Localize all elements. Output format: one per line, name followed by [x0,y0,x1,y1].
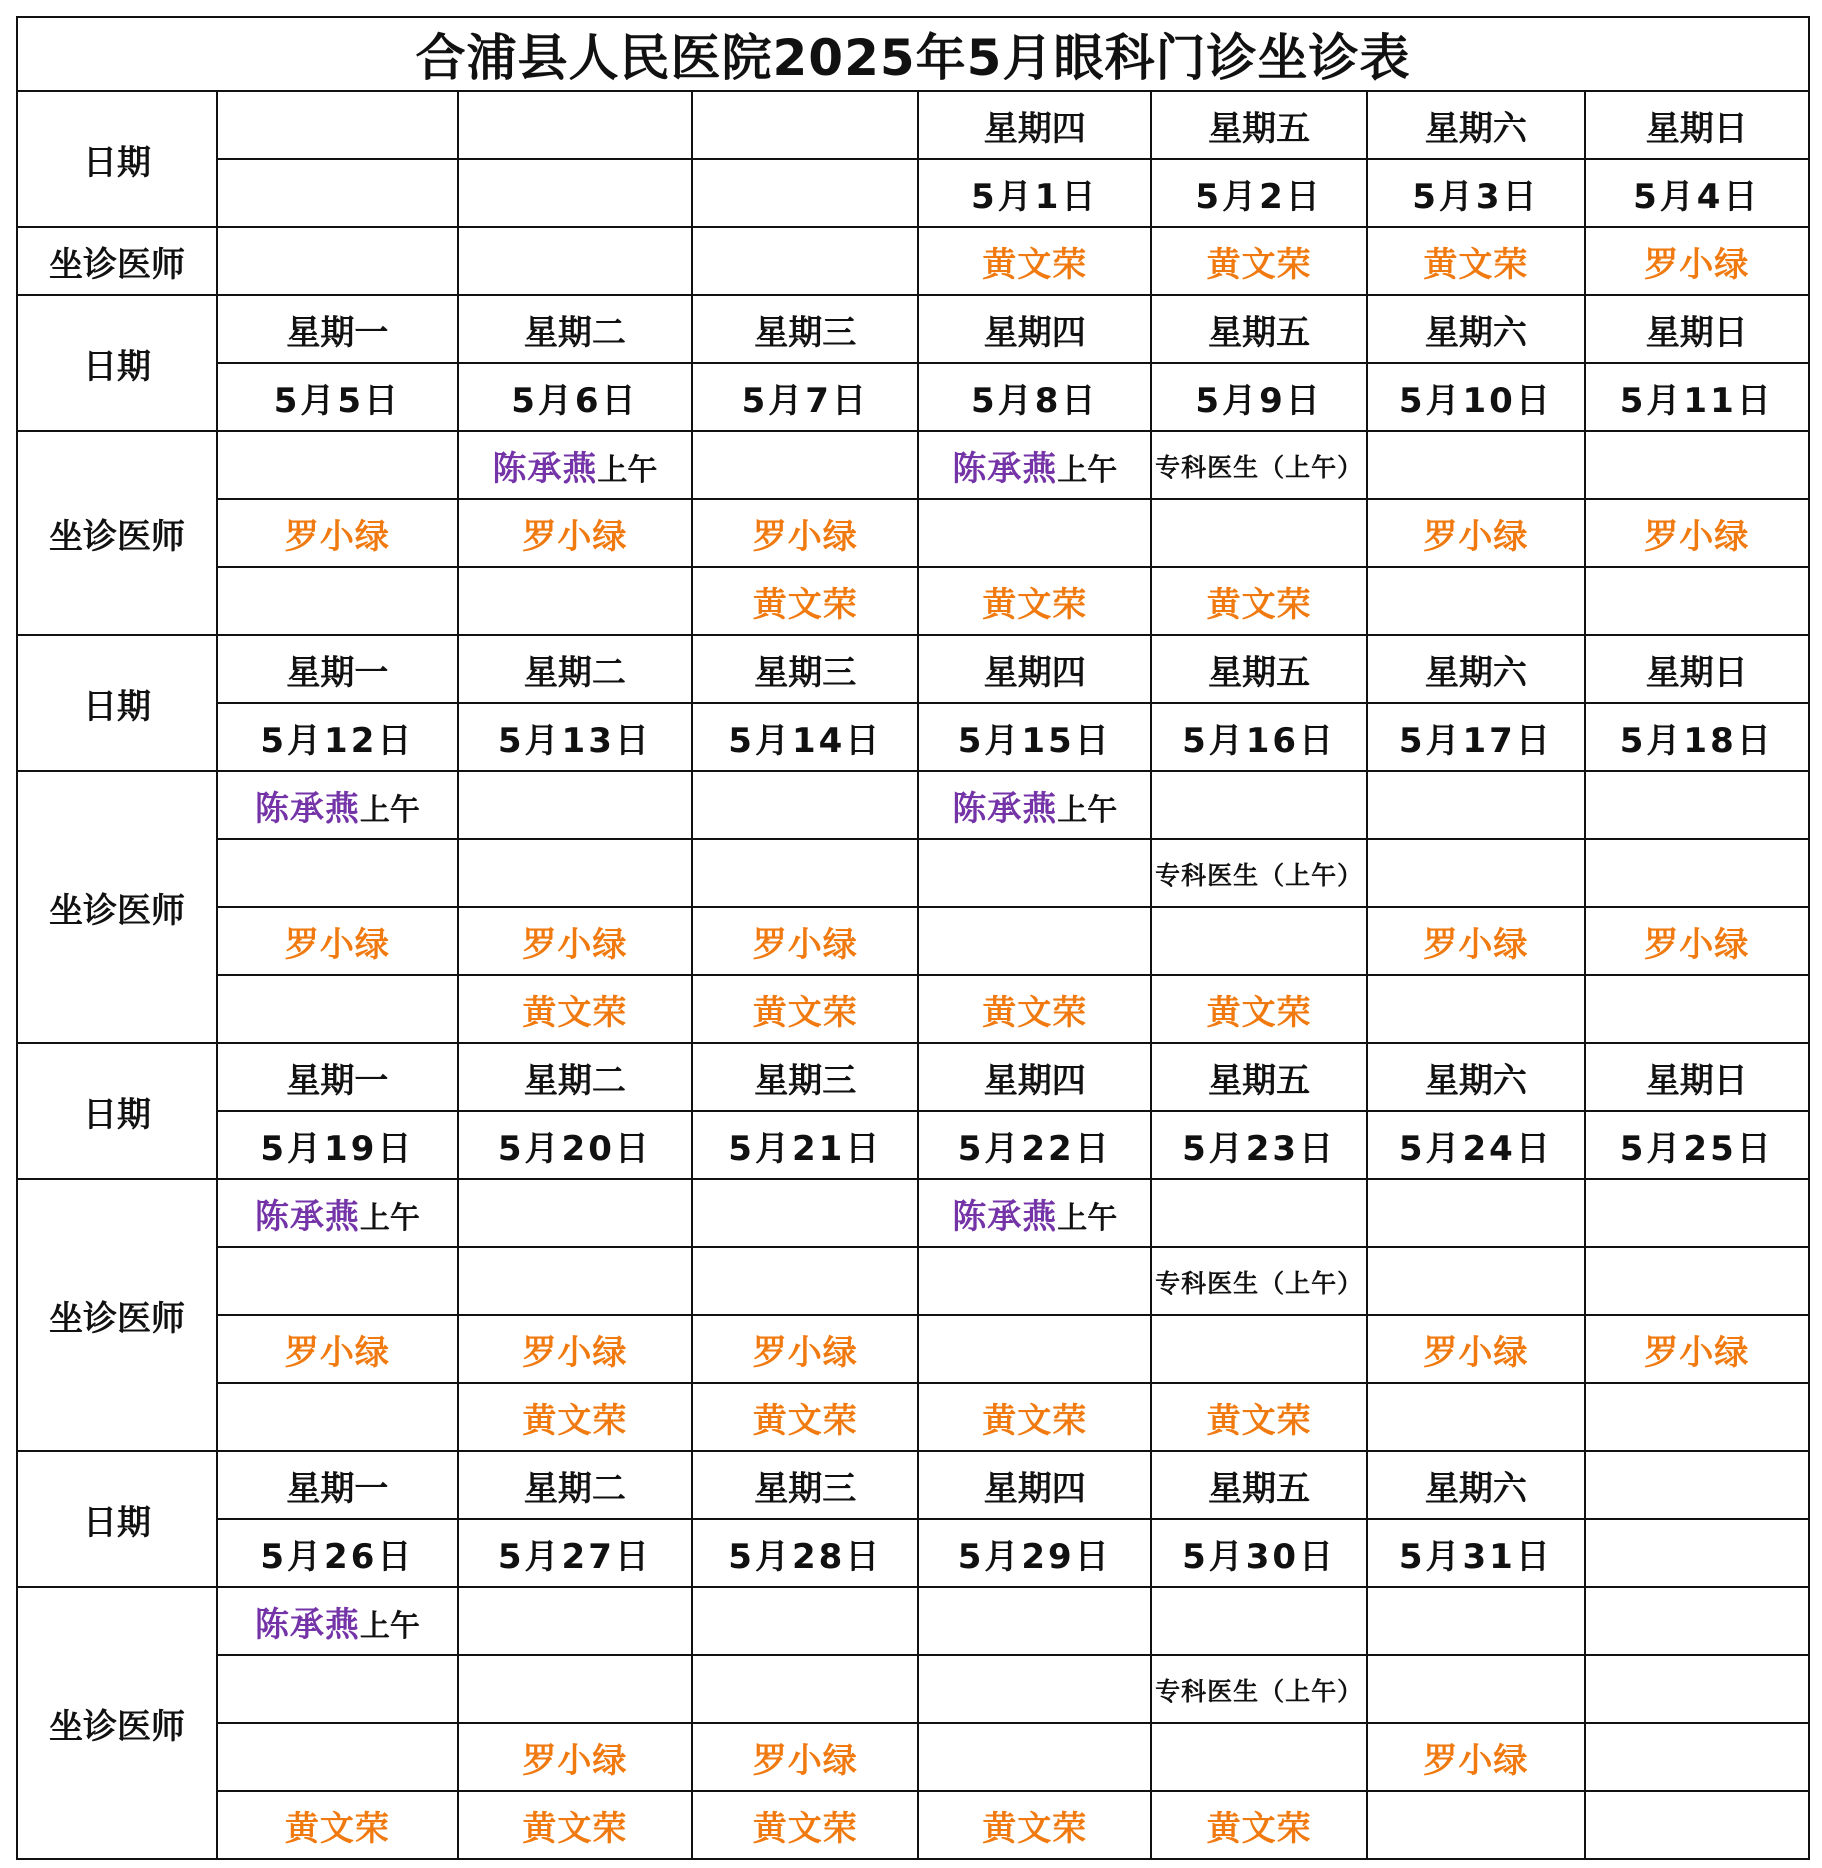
morning-label: 上午 [359,1200,420,1236]
doctor-name: 黄文荣 [1423,244,1529,285]
doctor-cell [692,1587,918,1655]
date-cell: 5月19日 [217,1111,458,1179]
date-cell: 5月20日 [458,1111,692,1179]
specialist-text: 专科医生（上午） [1155,453,1364,482]
doctor-name: 黄文荣 [1206,1808,1312,1849]
doctor-cell [692,227,918,295]
doctor-cell [458,1383,692,1451]
doctor-name: 黄文荣 [1206,992,1312,1033]
doctor-label: 坐诊医师 [17,1179,217,1451]
doctor-cell [1367,1723,1584,1791]
doctor-name: 黄文荣 [522,1808,628,1849]
weekday-cell: 星期三 [692,635,918,703]
week-5-doctor-row [17,1723,1809,1791]
doctor-cell [692,839,918,907]
doctor-cell [918,1383,1150,1451]
doctor-cell [1367,227,1584,295]
doctor-cell [458,431,692,499]
doctor-cell [692,1315,918,1383]
doctor-cell [217,771,458,839]
schedule-body [17,17,1809,1859]
date-cell [217,159,458,227]
weekday-cell: 星期六 [1367,1043,1584,1111]
doctor-cell [458,1247,692,1315]
date-cell: 5月15日 [918,703,1150,771]
doctor-cell [1367,975,1584,1043]
doctor-cell [458,1179,692,1247]
doctor-cell [1585,839,1810,907]
weekday-cell: 星期三 [692,295,918,363]
doctor-cell [918,839,1150,907]
doctor-name: 罗小绿 [752,924,858,965]
doctor-cell [1367,567,1584,635]
date-cell: 5月12日 [217,703,458,771]
doctor-cell [692,567,918,635]
week-4-weekday-row [17,1043,1809,1111]
weekday-cell: 星期二 [458,1451,692,1519]
title-row [17,17,1809,91]
doctor-name: 陈承燕 [254,1196,360,1237]
doctor-name: 罗小绿 [284,1332,390,1373]
doctor-cell [1151,1247,1367,1315]
doctor-cell [1151,1383,1367,1451]
week-3-doctor-row [17,907,1809,975]
doctor-name: 罗小绿 [1644,924,1750,965]
doctor-cell [217,499,458,567]
doctor-cell [1585,1315,1810,1383]
doctor-name: 黄文荣 [522,992,628,1033]
doctor-cell [918,567,1150,635]
date-cell: 5月13日 [458,703,692,771]
week-5-doctor-row [17,1587,1809,1655]
doctor-name: 黄文荣 [982,244,1088,285]
weekday-cell: 星期五 [1151,91,1367,159]
doctor-cell [1151,1723,1367,1791]
weekday-cell: 星期二 [458,1043,692,1111]
doctor-cell [458,1723,692,1791]
weekday-cell: 星期日 [1585,295,1810,363]
weekday-cell: 星期三 [692,1043,918,1111]
doctor-name: 黄文荣 [522,1400,628,1441]
weekday-cell [1585,1451,1810,1519]
specialist-text: 专科医生（上午） [1155,1677,1364,1706]
doctor-cell [1585,227,1810,295]
doctor-cell [692,1179,918,1247]
doctor-cell [458,907,692,975]
date-label: 日期 [17,295,217,431]
weekday-cell: 星期日 [1585,91,1810,159]
doctor-cell [458,1315,692,1383]
week-3-doctor-row [17,975,1809,1043]
doctor-cell [217,907,458,975]
date-cell: 5月1日 [918,159,1150,227]
doctor-cell [918,1247,1150,1315]
weekday-cell [458,91,692,159]
page-title: 合浦县人民医院2025年5月眼科门诊坐诊表 [17,17,1809,91]
doctor-cell [1151,839,1367,907]
date-cell: 5月31日 [1367,1519,1584,1587]
doctor-cell [918,771,1150,839]
date-cell [458,159,692,227]
weekday-cell: 星期四 [918,1451,1150,1519]
doctor-name: 陈承燕 [952,788,1058,829]
week-3-doctor-row [17,839,1809,907]
doctor-name: 陈承燕 [952,448,1058,489]
week-3-date-row [17,703,1809,771]
doctor-label: 坐诊医师 [17,227,217,295]
doctor-cell [1585,1723,1810,1791]
doctor-cell [918,1655,1150,1723]
doctor-cell [918,975,1150,1043]
doctor-cell [692,1723,918,1791]
doctor-cell [1151,1791,1367,1859]
date-cell: 5月24日 [1367,1111,1584,1179]
date-cell: 5月16日 [1151,703,1367,771]
doctor-cell [1151,1587,1367,1655]
weekday-cell: 星期日 [1585,1043,1810,1111]
doctor-name: 黄文荣 [1206,584,1312,625]
morning-label: 上午 [359,1608,420,1644]
doctor-cell [217,1383,458,1451]
morning-label: 上午 [1057,792,1118,828]
weekday-cell: 星期日 [1585,635,1810,703]
week-4-doctor-row [17,1247,1809,1315]
doctor-cell [692,975,918,1043]
doctor-cell [217,1723,458,1791]
doctor-name: 罗小绿 [522,1740,628,1781]
date-cell: 5月17日 [1367,703,1584,771]
morning-label: 上午 [1057,1200,1118,1236]
doctor-name: 黄文荣 [982,1808,1088,1849]
doctor-cell [1367,907,1584,975]
doctor-cell [1585,907,1810,975]
specialist-text: 专科医生（上午） [1155,861,1364,890]
date-cell: 5月27日 [458,1519,692,1587]
doctor-cell [1585,1791,1810,1859]
weekday-cell: 星期六 [1367,295,1584,363]
date-cell: 5月28日 [692,1519,918,1587]
doctor-label: 坐诊医师 [17,771,217,1043]
doctor-cell [458,227,692,295]
doctor-cell [458,1655,692,1723]
schedule-sheet [16,16,1810,1854]
doctor-cell [217,1655,458,1723]
doctor-cell [217,1179,458,1247]
doctor-cell [692,1791,918,1859]
week-2-doctor-row [17,567,1809,635]
doctor-cell [692,1383,918,1451]
doctor-name: 罗小绿 [1644,244,1750,285]
date-cell: 5月30日 [1151,1519,1367,1587]
week-2-date-row [17,363,1809,431]
weekday-cell: 星期五 [1151,635,1367,703]
doctor-cell [1585,1655,1810,1723]
doctor-cell [918,1723,1150,1791]
week-2-doctor-row [17,431,1809,499]
weekday-cell: 星期六 [1367,635,1584,703]
doctor-name: 罗小绿 [1423,1332,1529,1373]
doctor-cell [217,975,458,1043]
doctor-cell [458,1587,692,1655]
doctor-cell [918,499,1150,567]
doctor-cell [692,431,918,499]
doctor-cell [1367,839,1584,907]
doctor-cell [918,227,1150,295]
weekday-cell: 星期一 [217,295,458,363]
doctor-cell [458,1791,692,1859]
weekday-cell: 星期二 [458,635,692,703]
doctor-cell [217,567,458,635]
doctor-name: 黄文荣 [1206,1400,1312,1441]
doctor-name: 罗小绿 [1423,516,1529,557]
date-cell: 5月11日 [1585,363,1810,431]
morning-label: 上午 [359,792,420,828]
weekday-cell: 星期三 [692,1451,918,1519]
doctor-cell [1585,499,1810,567]
week-5-doctor-row [17,1655,1809,1723]
schedule-table [16,16,1810,1860]
week-5-doctor-row [17,1791,1809,1859]
doctor-cell [217,1315,458,1383]
doctor-cell [1151,1315,1367,1383]
date-cell: 5月9日 [1151,363,1367,431]
week-1-doctor-row [17,227,1809,295]
doctor-cell [1367,1179,1584,1247]
date-cell: 5月5日 [217,363,458,431]
date-cell: 5月26日 [217,1519,458,1587]
doctor-cell [1151,431,1367,499]
date-cell: 5月22日 [918,1111,1150,1179]
date-label: 日期 [17,635,217,771]
doctor-name: 陈承燕 [952,1196,1058,1237]
doctor-name: 黄文荣 [982,1400,1088,1441]
doctor-name: 罗小绿 [522,924,628,965]
week-4-doctor-row [17,1315,1809,1383]
date-label: 日期 [17,91,217,227]
doctor-name: 黄文荣 [752,992,858,1033]
doctor-cell [1585,1383,1810,1451]
week-4-doctor-row [17,1383,1809,1451]
weekday-cell: 星期二 [458,295,692,363]
week-5-date-row [17,1519,1809,1587]
week-5-weekday-row [17,1451,1809,1519]
doctor-name: 罗小绿 [284,924,390,965]
week-3-doctor-row [17,771,1809,839]
week-2-doctor-row [17,499,1809,567]
specialist-text: 专科医生（上午） [1155,1269,1364,1298]
doctor-name: 罗小绿 [752,1740,858,1781]
doctor-cell [692,1655,918,1723]
doctor-cell [692,499,918,567]
doctor-name: 陈承燕 [492,448,598,489]
weekday-cell [692,91,918,159]
date-cell: 5月7日 [692,363,918,431]
date-cell: 5月6日 [458,363,692,431]
weekday-cell: 星期五 [1151,295,1367,363]
doctor-label: 坐诊医师 [17,431,217,635]
doctor-cell [217,1791,458,1859]
doctor-name: 罗小绿 [522,1332,628,1373]
doctor-cell [1585,567,1810,635]
week-1-date-row [17,159,1809,227]
doctor-cell [1367,1655,1584,1723]
doctor-name: 罗小绿 [1644,516,1750,557]
doctor-cell [1367,499,1584,567]
doctor-cell [692,771,918,839]
doctor-cell [458,839,692,907]
doctor-name: 黄文荣 [752,1400,858,1441]
doctor-cell [1151,1179,1367,1247]
week-3-weekday-row [17,635,1809,703]
doctor-cell [918,431,1150,499]
doctor-cell [1367,1383,1584,1451]
doctor-cell [1151,1655,1367,1723]
doctor-name: 罗小绿 [522,516,628,557]
doctor-cell [918,1587,1150,1655]
doctor-cell [918,1315,1150,1383]
weekday-cell: 星期四 [918,635,1150,703]
doctor-name: 黄文荣 [1206,244,1312,285]
weekday-cell: 星期五 [1151,1043,1367,1111]
date-cell: 5月23日 [1151,1111,1367,1179]
date-label: 日期 [17,1043,217,1179]
weekday-cell: 星期四 [918,1043,1150,1111]
doctor-name: 罗小绿 [1644,1332,1750,1373]
doctor-cell [1585,771,1810,839]
weekday-cell: 星期五 [1151,1451,1367,1519]
date-cell: 5月14日 [692,703,918,771]
doctor-cell [458,771,692,839]
date-cell [692,159,918,227]
doctor-cell [1367,1315,1584,1383]
doctor-name: 黄文荣 [752,1808,858,1849]
doctor-cell [217,227,458,295]
doctor-cell [1151,227,1367,295]
doctor-name: 陈承燕 [254,788,360,829]
doctor-cell [918,1791,1150,1859]
weekday-cell: 星期一 [217,1451,458,1519]
doctor-cell [458,567,692,635]
date-cell: 5月8日 [918,363,1150,431]
date-cell: 5月2日 [1151,159,1367,227]
doctor-name: 罗小绿 [284,516,390,557]
doctor-name: 黄文荣 [752,584,858,625]
date-cell: 5月29日 [918,1519,1150,1587]
weekday-cell: 星期一 [217,1043,458,1111]
date-cell: 5月21日 [692,1111,918,1179]
doctor-cell [458,975,692,1043]
doctor-cell [918,907,1150,975]
doctor-cell [1585,1587,1810,1655]
week-2-weekday-row [17,295,1809,363]
date-cell: 5月18日 [1585,703,1810,771]
doctor-cell [1367,1791,1584,1859]
doctor-cell [1367,1247,1584,1315]
doctor-cell [692,907,918,975]
morning-label: 上午 [1057,452,1118,488]
doctor-cell [1151,567,1367,635]
doctor-name: 罗小绿 [1423,924,1529,965]
doctor-name: 罗小绿 [1423,1740,1529,1781]
doctor-cell [1367,431,1584,499]
doctor-cell [1585,431,1810,499]
doctor-cell [217,839,458,907]
doctor-cell [1151,975,1367,1043]
doctor-cell [217,1587,458,1655]
doctor-name: 黄文荣 [284,1808,390,1849]
week-1-weekday-row [17,91,1809,159]
doctor-name: 罗小绿 [752,1332,858,1373]
date-cell: 5月3日 [1367,159,1584,227]
doctor-cell [217,431,458,499]
doctor-name: 罗小绿 [752,516,858,557]
date-cell: 5月25日 [1585,1111,1810,1179]
doctor-cell [1151,499,1367,567]
weekday-cell: 星期四 [918,91,1150,159]
doctor-name: 黄文荣 [982,584,1088,625]
date-label: 日期 [17,1451,217,1587]
doctor-label: 坐诊医师 [17,1587,217,1859]
doctor-cell [692,1247,918,1315]
doctor-name: 陈承燕 [254,1604,360,1645]
weekday-cell: 星期四 [918,295,1150,363]
date-cell: 5月10日 [1367,363,1584,431]
doctor-cell [1585,1179,1810,1247]
doctor-cell [918,1179,1150,1247]
weekday-cell: 星期六 [1367,91,1584,159]
week-4-date-row [17,1111,1809,1179]
weekday-cell: 星期六 [1367,1451,1584,1519]
doctor-cell [1151,771,1367,839]
doctor-cell [1367,1587,1584,1655]
weekday-cell [217,91,458,159]
weekday-cell: 星期一 [217,635,458,703]
date-cell [1585,1519,1810,1587]
doctor-cell [217,1247,458,1315]
doctor-cell [1367,771,1584,839]
doctor-cell [1151,907,1367,975]
doctor-cell [458,499,692,567]
morning-label: 上午 [597,452,658,488]
doctor-cell [1585,1247,1810,1315]
date-cell: 5月4日 [1585,159,1810,227]
week-4-doctor-row [17,1179,1809,1247]
doctor-cell [1585,975,1810,1043]
doctor-name: 黄文荣 [982,992,1088,1033]
